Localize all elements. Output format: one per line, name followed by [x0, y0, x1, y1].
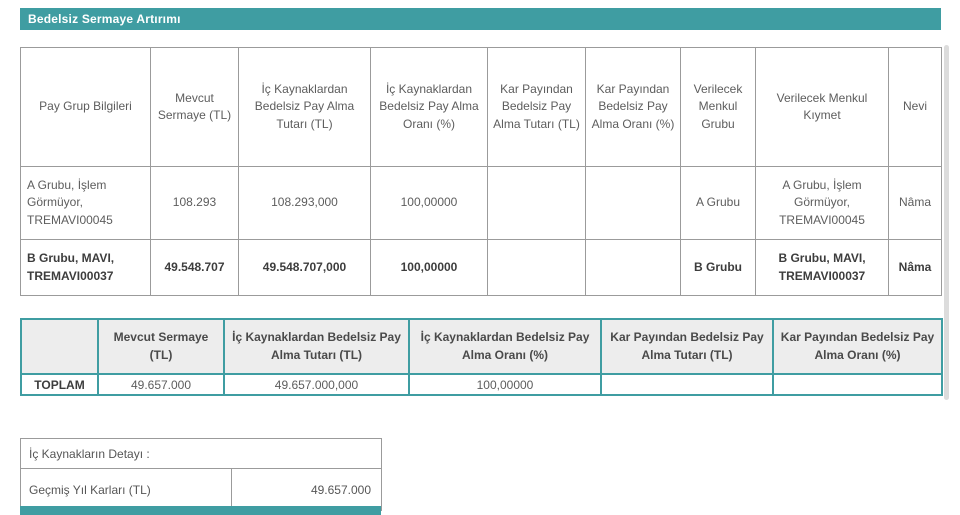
- totals-header-ic-kaynak-tutari: İç Kaynaklardan Bedelsiz Pay Alma Tutarı (TL): [224, 319, 409, 374]
- col-header-kar-payi-orani: Kar Payından Bedelsiz Pay Alma Oranı (%): [586, 48, 681, 167]
- cell-mevcut-sermaye: 49.548.707: [151, 240, 239, 296]
- totals-header-kar-payi-orani: Kar Payından Bedelsiz Pay Alma Oranı (%): [773, 319, 942, 374]
- cell-kar-payi-orani: [586, 167, 681, 240]
- totals-row-label: TOPLAM: [21, 374, 98, 395]
- col-header-pay-grup-bilgileri: Pay Grup Bilgileri: [21, 48, 151, 167]
- col-header-verilecek-menkul-grubu: Verilecek Menkul Grubu: [681, 48, 756, 167]
- cell-kar-payi-tutari: [488, 240, 586, 296]
- share-group-table: [20, 47, 942, 296]
- table-row-a-grubu: [21, 167, 942, 240]
- total-mevcut-sermaye: 49.657.000: [98, 374, 224, 395]
- total-ic-kaynak-tutari: 49.657.000,000: [224, 374, 409, 395]
- scrollbar[interactable]: [944, 45, 949, 400]
- cell-kar-payi-tutari: [488, 167, 586, 240]
- totals-header-empty: [21, 319, 98, 374]
- totals-header-row: [21, 319, 942, 374]
- cell-nevi: Nâma: [889, 240, 942, 296]
- cell-mevcut-sermaye: 108.293: [151, 167, 239, 240]
- col-header-kar-payi-tutari: Kar Payından Bedelsiz Pay Alma Tutarı (TL): [488, 48, 586, 167]
- detail-row-label: Geçmiş Yıl Karları (TL): [21, 469, 232, 511]
- section-header-bar: [20, 8, 941, 30]
- cell-menkul-grubu: B Grubu: [681, 240, 756, 296]
- col-header-nevi: Nevi: [889, 48, 942, 167]
- section-title: Bedelsiz Sermaye Artırımı: [28, 12, 181, 26]
- cell-ic-kaynak-tutari: 49.548.707,000: [239, 240, 371, 296]
- totals-header-ic-kaynak-orani: İç Kaynaklardan Bedelsiz Pay Alma Oranı (%): [409, 319, 601, 374]
- total-ic-kaynak-orani: 100,00000: [409, 374, 601, 395]
- col-header-ic-kaynak-tutari: İç Kaynaklardan Bedelsiz Pay Alma Tutarı (TL): [239, 48, 371, 167]
- cell-kar-payi-orani: [586, 240, 681, 296]
- cell-pay-grup: B Grubu, MAVI, TREMAVI00037: [21, 240, 151, 296]
- cell-menkul-kiymet: A Grubu, İşlem Görmüyor, TREMAVI00045: [756, 167, 889, 240]
- totals-header-kar-payi-tutari: Kar Payından Bedelsiz Pay Alma Tutarı (TL): [601, 319, 773, 374]
- totals-header-mevcut-sermaye: Mevcut Sermaye (TL): [98, 319, 224, 374]
- share-group-header-row: [21, 48, 942, 167]
- detail-table-title: İç Kaynakların Detayı :: [21, 439, 382, 469]
- detail-data-row: [21, 469, 382, 511]
- totals-row: [21, 374, 942, 395]
- cell-pay-grup: A Grubu, İşlem Görmüyor, TREMAVI00045: [21, 167, 151, 240]
- cell-menkul-grubu: A Grubu: [681, 167, 756, 240]
- cell-ic-kaynak-orani: 100,00000: [371, 240, 488, 296]
- next-section-header-bar: [20, 506, 381, 515]
- detail-row-value: 49.657.000: [232, 469, 382, 511]
- internal-sources-detail-table: [20, 438, 382, 511]
- table-row-b-grubu: [21, 240, 942, 296]
- total-kar-payi-tutari: [601, 374, 773, 395]
- col-header-ic-kaynak-orani: İç Kaynaklardan Bedelsiz Pay Alma Oranı (%): [371, 48, 488, 167]
- col-header-verilecek-menkul-kiymet: Verilecek Menkul Kıymet: [756, 48, 889, 167]
- total-kar-payi-orani: [773, 374, 942, 395]
- detail-title-row: [21, 439, 382, 469]
- cell-menkul-kiymet: B Grubu, MAVI, TREMAVI00037: [756, 240, 889, 296]
- cell-ic-kaynak-orani: 100,00000: [371, 167, 488, 240]
- totals-table: [20, 318, 943, 396]
- cell-nevi: Nâma: [889, 167, 942, 240]
- col-header-mevcut-sermaye: Mevcut Sermaye (TL): [151, 48, 239, 167]
- cell-ic-kaynak-tutari: 108.293,000: [239, 167, 371, 240]
